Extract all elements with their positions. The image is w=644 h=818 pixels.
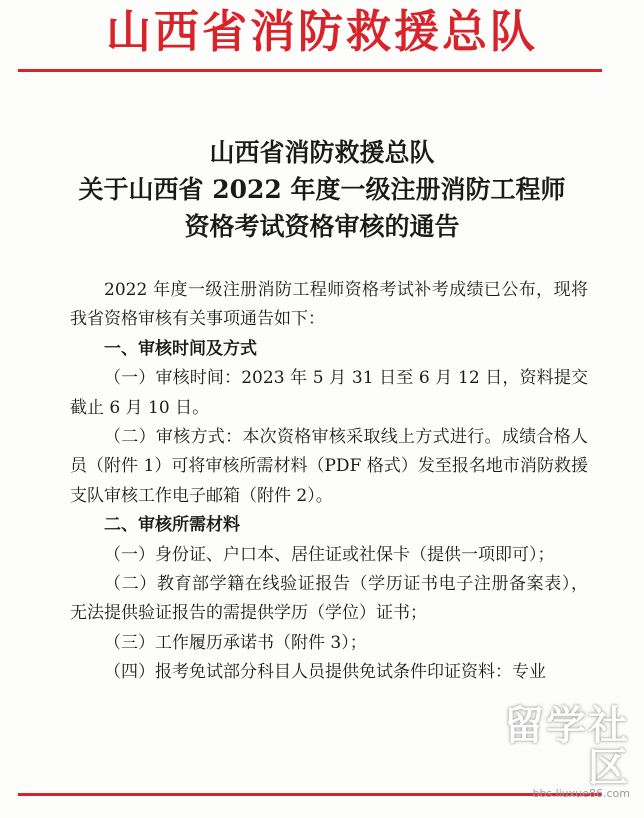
section-1-item-2: （二）审核方式：本次资格审核采取线上方式进行。成绩合格人员（附件 1）可将审核所需材料（PDF 格式）发至报名地市消防救援支队审核工作电子邮箱（附件 2）。 [70, 427, 588, 506]
notice-body [70, 276, 588, 688]
section-2-item-2: （二）教育部学籍在线验证报告（学历证书电子注册备案表），无法提供验证报告的需提供学历（学位）证书； [70, 574, 588, 624]
title-line-2: 关于山西省 2022 年度一级注册消防工程师 [78, 175, 566, 204]
title-line-1: 山西省消防救援总队 [209, 138, 435, 167]
red-header-rule [18, 69, 602, 72]
watermark-url: bbs.liuxue86.com [532, 787, 630, 800]
intro-paragraph: 2022 年度一级注册消防工程师资格考试补考成绩已公布，现将我省资格审核有关事项通告如下： [70, 280, 588, 330]
section-2-item-4: （四）报考免试部分科目人员提供免试条件印证资料：专业 [104, 662, 546, 683]
section-1-item-1: （一）审核时间：2023 年 5 月 31 日至 6 月 12 日，资料提交截止 6 月 10 日。 [70, 368, 588, 418]
masthead-org-name: 山西省消防救援总队 [105, 5, 538, 58]
section-1-heading: 一、审核时间及方式 [104, 338, 257, 359]
section-2-item-3: （三）工作履历承诺书（附件 3）； [104, 632, 367, 653]
section-2-item-1: （一）身份证、户口本、居住证或社保卡（提供一项即可）； [104, 544, 555, 565]
site-watermark [480, 705, 630, 800]
title-line-3: 资格考试资格审核的通告 [184, 212, 460, 241]
watermark-logo-text: 留学社区 [504, 703, 630, 791]
notice-title [0, 134, 644, 245]
section-2-heading: 二、审核所需材料 [104, 515, 240, 536]
